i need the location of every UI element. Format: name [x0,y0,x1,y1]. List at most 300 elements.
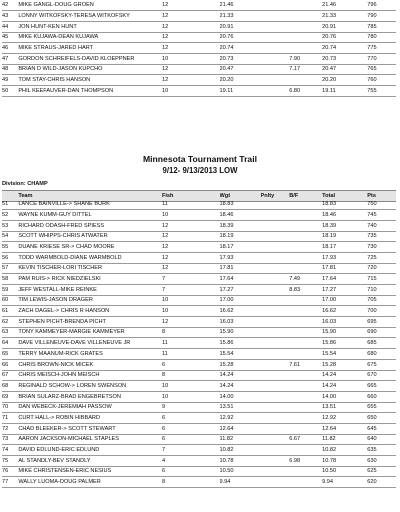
cell-bf [289,0,322,11]
cell-total: 17.81 [322,263,367,274]
cell-pnlty [261,263,290,274]
cell-bf [289,402,322,413]
cell-pnlty [261,220,290,231]
cell-bf [289,306,322,317]
cell-fish: 12 [158,252,220,263]
cell-team: MIKE KUJAWA-DEAN KUJAWA [14,32,158,43]
cell-pts: 620 [367,477,396,488]
cell-pnlty [261,306,290,317]
cell-total: 15.54 [322,349,367,360]
header-total: Total [322,191,367,202]
cell-fish: 10 [158,210,220,221]
table-row [2,231,396,242]
results-body [2,199,396,488]
cell-bf [289,466,322,477]
cell-bf [289,43,322,54]
cell-pts: 635 [367,445,396,456]
cell-fish: 12 [158,11,220,22]
cell-bf [289,477,322,488]
cell-pnlty [261,381,290,392]
cell-total: 18.83 [322,199,367,210]
cell-pts: 785 [367,21,396,32]
cell-pts: 765 [367,64,396,75]
division-value: CHAMP [27,181,48,187]
cell-pts: 685 [367,338,396,349]
cell-bf [289,220,322,231]
cell-team: TOM STAY-CHRIS HANSON [14,75,158,86]
table-row [2,220,396,231]
cell-bf [289,210,322,221]
cell-wgt: 21.46 [220,0,261,11]
cell-team: CURT HALL-> ROBIN HIBBARD [14,413,158,424]
cell-wgt: 14.00 [220,391,261,402]
table-row [2,402,396,413]
cell-place: 43 [2,11,14,22]
cell-wgt: 19.11 [220,86,261,97]
cell-place: 77 [2,477,14,488]
page-title: Minnesota Tournament Trail [143,154,257,164]
cell-pts: 775 [367,43,396,54]
cell-total: 14.00 [322,391,367,402]
table-row [2,306,396,317]
cell-fish: 8 [158,327,220,338]
cell-pnlty [261,466,290,477]
table-row [2,53,396,64]
cell-total: 14.24 [322,381,367,392]
cell-place: 55 [2,242,14,253]
cell-team: JEFF WESTALL-MIKE REINKE [14,285,158,296]
cell-wgt: 15.86 [220,338,261,349]
cell-pnlty [261,295,290,306]
cell-bf [289,413,322,424]
cell-total: 15.28 [322,359,367,370]
cell-wgt: 20.47 [220,64,261,75]
table-row [2,295,396,306]
header-pts: Pts [367,191,396,202]
cell-place: 65 [2,349,14,360]
cell-place: 75 [2,456,14,467]
cell-pnlty [261,32,290,43]
cell-wgt: 16.62 [220,306,261,317]
cell-team: MIKE CHRISTENSEN-ERIC NESIUS [14,466,158,477]
cell-wgt: 14.24 [220,381,261,392]
cell-total: 10.82 [322,445,367,456]
cell-pnlty [261,64,290,75]
cell-place: 66 [2,359,14,370]
cell-wgt: 17.93 [220,252,261,263]
cell-fish: 8 [158,477,220,488]
cell-pts: 665 [367,381,396,392]
cell-team: DAN WEBECK-JEREMIAH PASSOW [14,402,158,413]
cell-pnlty [261,53,290,64]
cell-fish: 4 [158,456,220,467]
cell-wgt: 15.54 [220,349,261,360]
cell-pnlty [261,43,290,54]
cell-fish: 9 [158,402,220,413]
table-row [2,477,396,488]
event-dates: 9/12- 9/13/2013 LOW [162,166,238,175]
cell-pts: 755 [367,86,396,97]
cell-place: 60 [2,295,14,306]
cell-fish: 10 [158,53,220,64]
cell-pnlty [261,210,290,221]
cell-pnlty [261,349,290,360]
cell-pts: 670 [367,370,396,381]
table-row [2,0,396,11]
cell-team: AL STANDLY-BEV STANDLY [14,456,158,467]
cell-pts: 745 [367,210,396,221]
cell-fish: 8 [158,370,220,381]
cell-bf: 8.83 [289,285,322,296]
cell-place: 58 [2,274,14,285]
cell-total: 18.17 [322,242,367,253]
cell-total: 20.74 [322,43,367,54]
cell-wgt: 12.92 [220,413,261,424]
cell-place: 69 [2,391,14,402]
table-row [2,210,396,221]
table-row [2,263,396,274]
cell-place: 72 [2,423,14,434]
cell-total: 11.82 [322,434,367,445]
cell-bf [289,295,322,306]
cell-pnlty [261,327,290,338]
table-row [2,64,396,75]
table-row [2,317,396,328]
cell-place: 49 [2,75,14,86]
cell-fish: 11 [158,338,220,349]
table-row [2,391,396,402]
cell-pnlty [261,456,290,467]
cell-team: TONY KAMMEYER-MARGIE KAMMEYER [14,327,158,338]
cell-place: 61 [2,306,14,317]
cell-team: DAVID EDLUND-ERIC EDLUND [14,445,158,456]
cell-pnlty [261,231,290,242]
cell-bf [289,21,322,32]
previous-results-table [2,0,396,97]
cell-fish: 12 [158,32,220,43]
cell-wgt: 10.50 [220,466,261,477]
cell-pts: 650 [367,413,396,424]
cell-fish: 6 [158,423,220,434]
cell-team: CHAD BLEEKER-> SCOTT STEWART [14,423,158,434]
cell-pts: 660 [367,391,396,402]
cell-place: 47 [2,53,14,64]
cell-bf [289,252,322,263]
cell-total: 16.03 [322,317,367,328]
cell-fish: 6 [158,466,220,477]
cell-wgt: 17.27 [220,285,261,296]
cell-pnlty [261,75,290,86]
cell-bf [289,231,322,242]
cell-fish: 12 [158,242,220,253]
cell-total: 20.47 [322,64,367,75]
cell-fish: 6 [158,413,220,424]
cell-pts: 675 [367,359,396,370]
cell-team: TIM LEWIS-JASON DRAGER [14,295,158,306]
cell-team: STEPHEN PICHT-BRENDA PICHT [14,317,158,328]
cell-bf [289,242,322,253]
cell-place: 73 [2,434,14,445]
cell-place: 76 [2,466,14,477]
cell-team: DUANE KRIESE SR-> CHAD MOORE [14,242,158,253]
table-row [2,86,396,97]
cell-pts: 796 [367,0,396,11]
cell-pnlty [261,370,290,381]
cell-place: 64 [2,338,14,349]
cell-pts: 625 [367,466,396,477]
cell-total: 17.00 [322,295,367,306]
cell-total: 21.33 [322,11,367,22]
table-row [2,274,396,285]
cell-total: 12.64 [322,423,367,434]
cell-fish: 12 [158,64,220,75]
cell-bf [289,391,322,402]
cell-wgt: 18.17 [220,242,261,253]
cell-team: TODD WARMBOLD-DIANE WARMBOLD [14,252,158,263]
cell-wgt: 10.78 [220,456,261,467]
cell-wgt: 17.64 [220,274,261,285]
cell-wgt: 20.76 [220,32,261,43]
cell-pnlty [261,0,290,11]
cell-pnlty [261,21,290,32]
cell-wgt: 21.33 [220,11,261,22]
cell-place: 42 [2,0,14,11]
cell-wgt: 20.73 [220,53,261,64]
cell-total: 14.24 [322,370,367,381]
cell-place: 44 [2,21,14,32]
table-row [2,381,396,392]
cell-bf: 7.61 [289,359,322,370]
cell-team: MIKE STRAUS-JARED HART [14,43,158,54]
table-row [2,11,396,22]
table-row [2,252,396,263]
cell-bf [289,199,322,210]
cell-total: 17.64 [322,274,367,285]
table-row [2,349,396,360]
header-wgt: Wgt [220,191,261,202]
table-row [2,413,396,424]
cell-pnlty [261,317,290,328]
cell-team: CHRIS BROWN-NICK MICEK [14,359,158,370]
cell-total: 18.46 [322,210,367,221]
cell-total: 15.90 [322,327,367,338]
cell-pts: 730 [367,242,396,253]
cell-pts: 770 [367,53,396,64]
cell-total: 18.39 [322,220,367,231]
cell-bf [289,370,322,381]
cell-pnlty [261,434,290,445]
cell-fish: 6 [158,359,220,370]
table-row [2,32,396,43]
cell-pts: 780 [367,32,396,43]
cell-wgt: 16.03 [220,317,261,328]
cell-fish: 12 [158,0,220,11]
cell-bf: 6.80 [289,86,322,97]
cell-pts: 640 [367,434,396,445]
cell-fish: 7 [158,285,220,296]
cell-bf [289,327,322,338]
cell-team: CHRIS MEISCH-JOHN MEISCH [14,370,158,381]
table-row [2,359,396,370]
cell-pts: 645 [367,423,396,434]
cell-total: 9.94 [322,477,367,488]
cell-total: 20.20 [322,75,367,86]
cell-fish: 11 [158,349,220,360]
cell-fish: 11 [158,199,220,210]
cell-total: 20.91 [322,21,367,32]
cell-pnlty [261,445,290,456]
results-table [2,199,396,488]
cell-pts: 705 [367,295,396,306]
cell-place: 56 [2,252,14,263]
cell-fish: 10 [158,391,220,402]
cell-place: 62 [2,317,14,328]
cell-pts: 655 [367,402,396,413]
cell-bf: 6.67 [289,434,322,445]
cell-place: 70 [2,402,14,413]
cell-pnlty [261,199,290,210]
table-row [2,75,396,86]
division-label: Division: [2,181,26,187]
cell-pts: 790 [367,11,396,22]
cell-pnlty [261,477,290,488]
cell-total: 19.11 [322,86,367,97]
cell-place: 63 [2,327,14,338]
cell-wgt: 17.00 [220,295,261,306]
cell-bf [289,381,322,392]
table-row [2,327,396,338]
cell-total: 12.92 [322,413,367,424]
cell-fish: 7 [158,445,220,456]
cell-pts: 740 [367,220,396,231]
cell-bf [289,75,322,86]
cell-pnlty [261,285,290,296]
cell-place: 51 [2,199,14,210]
cell-bf [289,445,322,456]
cell-place: 50 [2,86,14,97]
cell-wgt: 20.20 [220,75,261,86]
cell-fish: 12 [158,220,220,231]
cell-wgt: 11.82 [220,434,261,445]
cell-pnlty [261,402,290,413]
cell-place: 67 [2,370,14,381]
cell-bf [289,32,322,43]
cell-total: 16.62 [322,306,367,317]
cell-pts: 720 [367,263,396,274]
cell-fish: 12 [158,317,220,328]
cell-team: PAM RUIS-> RICK NIEDZIELSKI [14,274,158,285]
cell-total: 17.93 [322,252,367,263]
cell-fish: 10 [158,86,220,97]
cell-wgt: 15.90 [220,327,261,338]
cell-bf [289,317,322,328]
cell-total: 17.27 [322,285,367,296]
cell-place: 57 [2,263,14,274]
cell-bf [289,349,322,360]
cell-bf [289,338,322,349]
cell-total: 20.76 [322,32,367,43]
cell-place: 68 [2,381,14,392]
table-row [2,43,396,54]
cell-team: AARON JACKSON-MICHAEL STAPLES [14,434,158,445]
header-bf: B/F [289,191,322,202]
cell-bf [289,423,322,434]
cell-pnlty [261,359,290,370]
cell-place: 59 [2,285,14,296]
table-row [2,466,396,477]
cell-bf: 6.98 [289,456,322,467]
cell-pts: 690 [367,327,396,338]
cell-team: GORDON SCHREIFELS-DAVID KLOEPPNER [14,53,158,64]
cell-team: ZACH DAGEL-> CHRIS R HANSON [14,306,158,317]
cell-bf [289,11,322,22]
cell-wgt: 10.82 [220,445,261,456]
cell-pts: 715 [367,274,396,285]
cell-place: 48 [2,64,14,75]
cell-wgt: 9.94 [220,477,261,488]
cell-wgt: 18.19 [220,231,261,242]
cell-fish: 10 [158,306,220,317]
header-fish: Fish [158,191,220,202]
cell-team: WALLY LUOMA-DOUG PALMER [14,477,158,488]
cell-team: REGINALD SCHOW-> LOREN SWENSON [14,381,158,392]
cell-wgt: 13.51 [220,402,261,413]
cell-pts: 680 [367,349,396,360]
cell-pts: 710 [367,285,396,296]
cell-fish: 12 [158,263,220,274]
cell-team: JON HUNT-KEN HUNT [14,21,158,32]
cell-wgt: 17.81 [220,263,261,274]
cell-pts: 700 [367,306,396,317]
cell-total: 15.86 [322,338,367,349]
cell-team: BRIAN SULARZ-BRAD ENGEBRETSON [14,391,158,402]
cell-wgt: 20.91 [220,21,261,32]
cell-pnlty [261,274,290,285]
cell-pts: 725 [367,252,396,263]
table-row [2,456,396,467]
cell-bf [289,263,322,274]
cell-pnlty [261,252,290,263]
cell-bf: 7.90 [289,53,322,64]
division-line [2,181,48,187]
cell-pnlty [261,391,290,402]
cell-bf: 7.49 [289,274,322,285]
table-row [2,445,396,456]
table-row [2,199,396,210]
table-row [2,434,396,445]
cell-place: 53 [2,220,14,231]
table-row [2,423,396,434]
cell-place: 71 [2,413,14,424]
cell-place: 54 [2,231,14,242]
header-team: Team [14,191,158,202]
table-row [2,285,396,296]
cell-wgt: 12.64 [220,423,261,434]
cell-team: WAYNE KUMM-GUY DITTEL [14,210,158,221]
cell-fish: 12 [158,231,220,242]
cell-fish: 6 [158,434,220,445]
cell-place: 52 [2,210,14,221]
cell-pnlty [261,86,290,97]
cell-fish: 10 [158,295,220,306]
cell-place: 46 [2,43,14,54]
cell-wgt: 20.74 [220,43,261,54]
cell-team: TERRY MAANUM-RICK GRATES [14,349,158,360]
table-row [2,370,396,381]
previous-results-body [2,0,396,96]
cell-wgt: 18.39 [220,220,261,231]
cell-total: 21.46 [322,0,367,11]
